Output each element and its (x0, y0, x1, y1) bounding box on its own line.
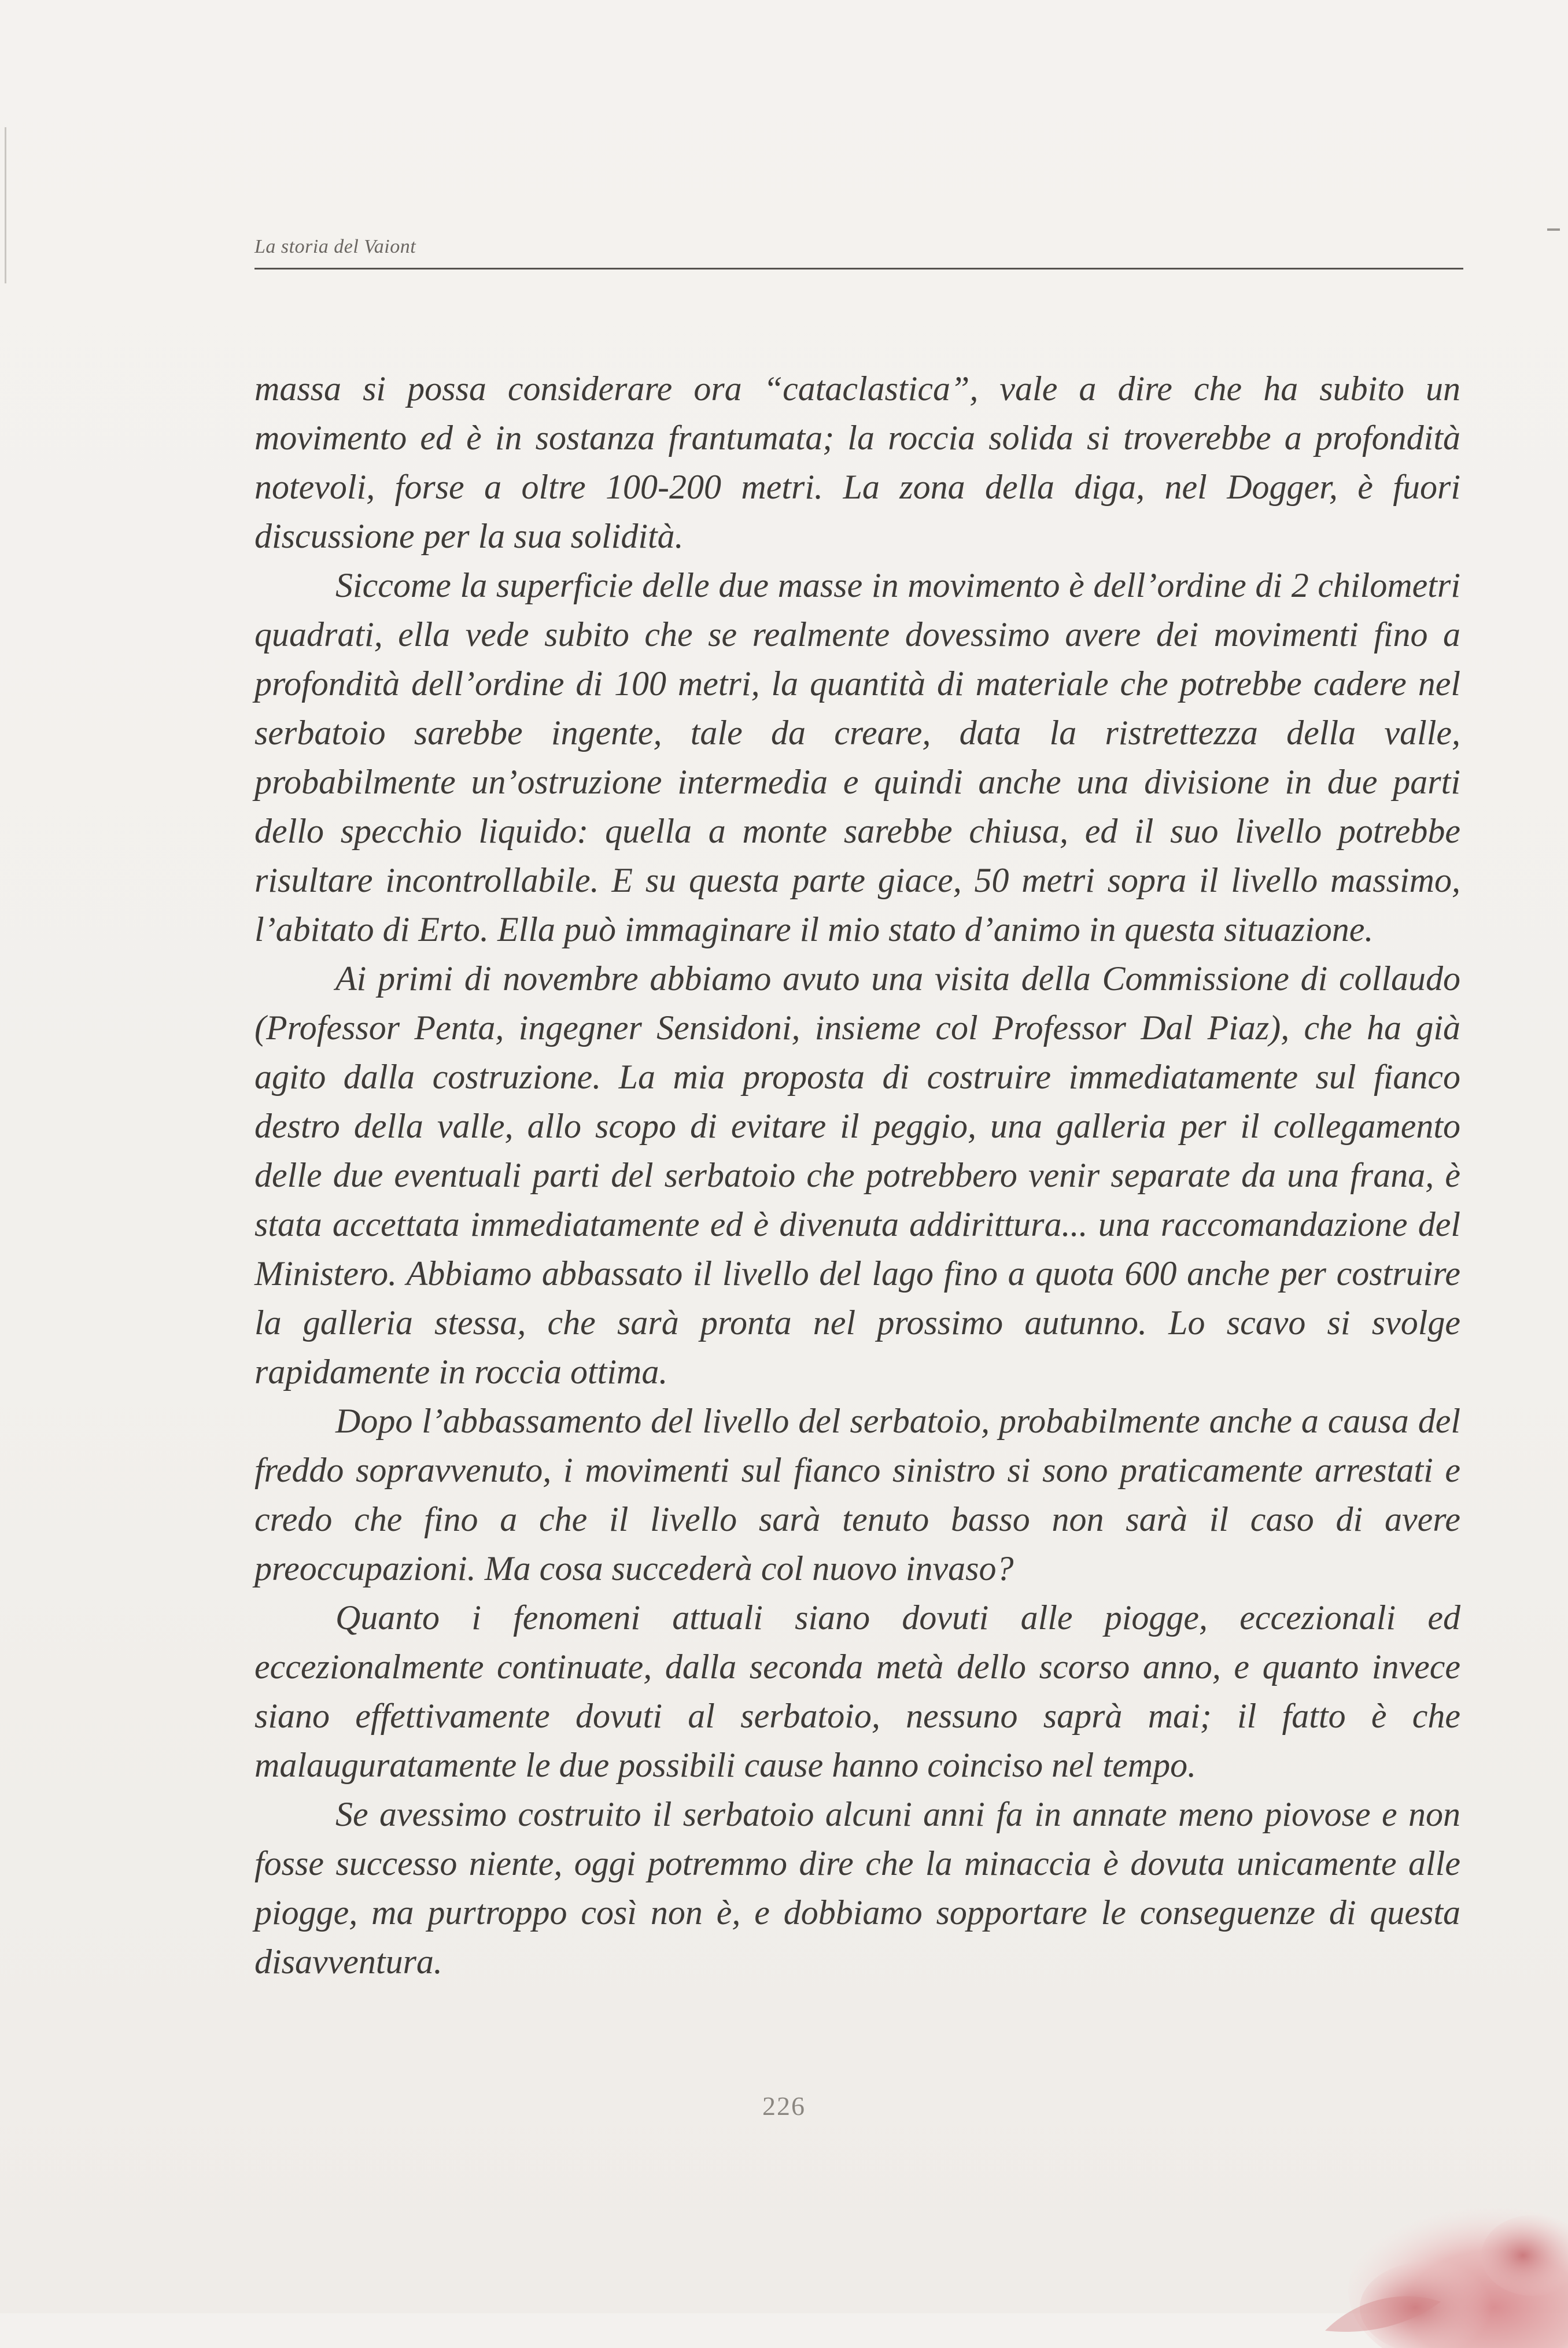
paragraph: Se avessimo costruito il serbatoio alcuni anni fa in annate meno piovose e non fosse successo niente, oggi potremmo dire che la minaccia è dovuta unicamente alle piogge, ma purtroppo così non è, e dobbiamo sopportare le conseguenze di questa disavventura. (254, 1795, 1460, 1981)
page-edge-shadow (5, 127, 6, 283)
paragraph: Quanto i fenomeni attuali siano dovuti alle piogge, eccezionali ed eccezionalmente continuate, dalla seconda metà dello scorso anno, e quanto invece siano effettivamente dovuti al serbatoio, nessuno saprà mai; il fatto è che malauguratamente le due possibili cause hanno coinciso nel tempo. (254, 1598, 1460, 1784)
page-number: 226 (762, 2091, 806, 2121)
page-edge-mark (1547, 228, 1560, 231)
header-rule (254, 268, 1463, 269)
paragraph-continuation: massa si possa considerare ora “cataclastica”, vale a dire che ha subito un movimento ed è in sostanza frantumata; la roccia solida si troverebbe a profondità notevoli, forse a oltre 100-200 metri. La zona della diga, nel Dogger, è fuori discussione per la sua solidità. (254, 370, 1460, 555)
body-text (254, 364, 1460, 1987)
running-header: La storia del Vaiont (254, 236, 416, 257)
paragraph: Dopo l’abbassamento del livello del serbatoio, probabilmente anche a causa del freddo sopravvenuto, i movimenti sul fianco sinistro si sono praticamente arrestati e credo che fino a che il livello sarà tenuto basso non sarà il caso di avere preoccupazioni. Ma cosa succederà col nuovo invaso? (254, 1402, 1460, 1588)
paragraph: Siccome la superficie delle due masse in movimento è dell’ordine di 2 chilometri quadrati, ella vede subito che se realmente dovessimo avere dei movimenti fino a profondità dell’ordine di 100 metri, la quantità di materiale che potrebbe cadere nel serbatoio sarebbe ingente, tale da creare, data la ristrettezza della valle, probabilmente un’ostruzione intermedia e quindi anche una divisione in due parti dello specchio liquido: quella a monte sarebbe chiusa, ed il suo livello potrebbe risultare incontrollabile. E su questa parte giace, 50 metri sopra il livello massimo, l’abitato di Erto. Ella può immaginare il mio stato d’animo in questa situazione. (254, 566, 1460, 948)
paragraph: Ai primi di novembre abbiamo avuto una visita della Commissione di collaudo (Professor Penta, ingegner Sensidoni, insieme col Professor Dal Piaz), che ha già agito dalla costruzione. La mia proposta di costruire immediatamente sul fianco destro della valle, allo scopo di evitare il peggio, una galleria per il collegamento delle due eventuali parti del serbatoio che potrebbero venir separate da una frana, è stata accettata immediatamente ed è divenuta addirittura... una raccomandazione del Ministero. Abbiamo abbassato il livello del lago fino a quota 600 anche per costruire la galleria stessa, che sarà pronta nel prossimo autunno. Lo scavo si svolge rapidamente in roccia ottima. (254, 959, 1460, 1391)
corner-flower-stain (1290, 2157, 1568, 2348)
